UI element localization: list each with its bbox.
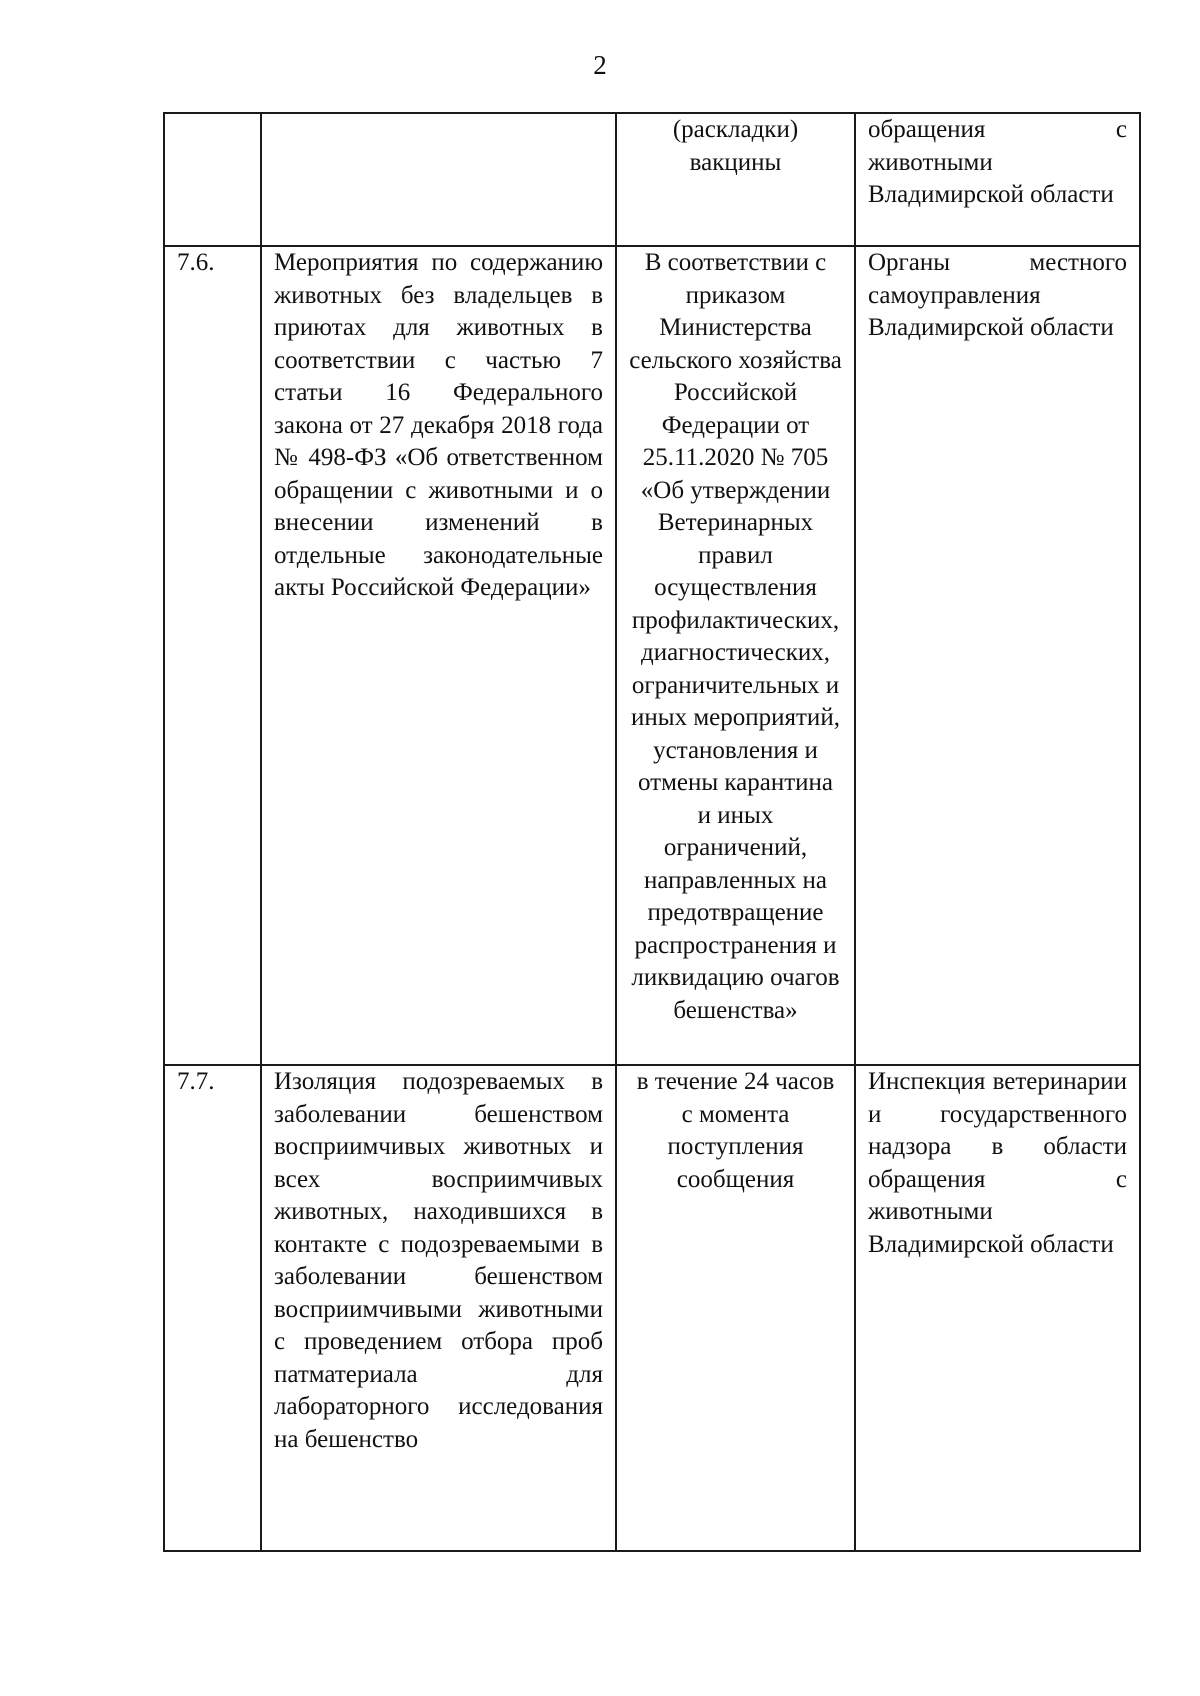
row-number: 7.7. <box>164 1065 261 1551</box>
table-row <box>164 1065 1140 1551</box>
responsible-text: Инспекция ветеринарии и государственного надзора в области обращения с животными Владимирской области <box>855 1065 1140 1551</box>
row-number: 7.6. <box>164 246 261 1065</box>
measures-table <box>163 112 1141 1552</box>
table-row <box>164 113 1140 246</box>
table-row <box>164 246 1140 1065</box>
event-text: Изоляция подозреваемых в заболевании бешенством восприимчивых животных и всех восприимчивых животных, находившихся в контакте с подозреваемыми в заболевании бешенством восприимчивыми животными с проведением отбора проб патматериала для лабораторного исследования на бешенство <box>261 1065 616 1551</box>
responsible-text: обращения с животными Владимирской области <box>855 113 1140 246</box>
term-text: В соответствии с приказом Министерства сельского хозяйства Российской Федерации от 25.11.2020 № 705 «Об утверждении Ветеринарных правил осуществления профилактических, диагностических, ограничительных и иных мероприятий, установления и отмены карантина и иных ограничений, направленных на предотвращение распространения и ликвидацию очагов бешенства» <box>616 246 855 1065</box>
page-number: 2 <box>593 50 607 80</box>
term-text: в течение 24 часов с момента поступления сообщения <box>616 1065 855 1551</box>
row-number <box>164 113 261 246</box>
event-text: Мероприятия по содержанию животных без владельцев в приютах для животных в соответствии с частью 7 статьи 16 Федерального закона от 27 декабря 2018 года № 498-ФЗ «Об ответственном обращении с животными и о внесении изменений в отдельные законодательные акты Российской Федерации» <box>261 246 616 1065</box>
term-text: (раскладки) вакцины <box>616 113 855 246</box>
responsible-text: Органы местного самоуправления Владимирской области <box>855 246 1140 1065</box>
event-text <box>261 113 616 246</box>
